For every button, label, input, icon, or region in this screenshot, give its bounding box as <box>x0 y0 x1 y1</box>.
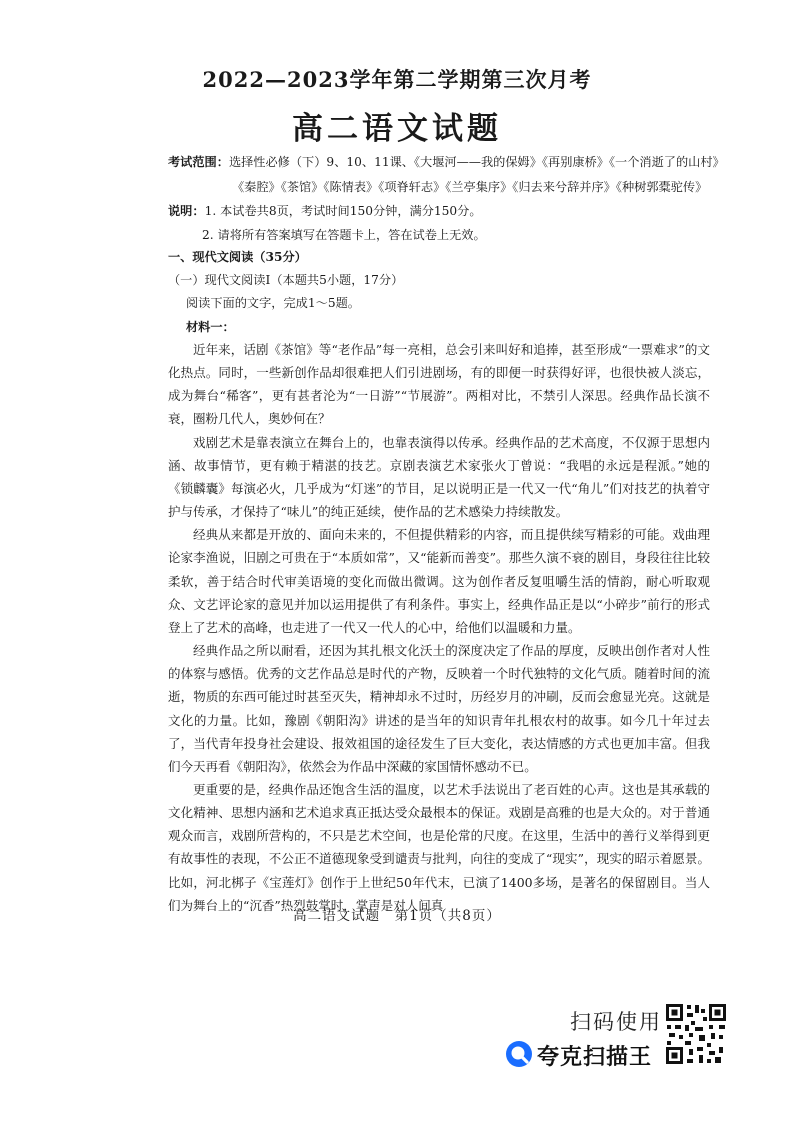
note-item-2: 2. 请将所有答案填写在答题卡上，答在试卷上无效。 <box>202 228 486 242</box>
paragraph-3: 经典从来都是开放的、面向未来的，不但提供精彩的内容，而且提供续写精彩的可能。戏曲理论家李渔说，旧剧之可贵在于“本质如常”，又“能新而善变”。那些久演不衰的剧目，身段往往比较柔软，善于结合时代审美语境的变化而做出微调。这为创作者反复咀嚼生活的情韵，耐心听取观众、文艺评论家的意见并加以运用提供了有利条件。事实上，经典作品正是以“小碎步”前行的形式登上了艺术的高峰，也走进了一代又一代人的心中，给他们以温暖和力量。 <box>168 527 710 635</box>
reading-instruction: 阅读下面的文字，完成1～5题。 <box>186 296 360 310</box>
scan-caption: 扫码使用 <box>570 1010 662 1034</box>
exam-scope-label: 考试范围： <box>168 155 229 169</box>
qr-code-icon[interactable] <box>665 1003 727 1065</box>
subsection-title: （一）现代文阅读Ⅰ（本题共5小题，17分） <box>168 273 404 287</box>
page-footer: 高二语文试题 第1页（共8页） <box>293 908 501 924</box>
note-label: 说明： <box>168 204 205 218</box>
paper-title: 高二语文试题 <box>292 111 502 147</box>
exam-scope-line-1 <box>168 150 738 174</box>
scanner-brand-name: 夸克扫描王 <box>537 1045 653 1070</box>
paragraph-2: 戏剧艺术是靠表演立在舞台上的，也靠表演得以传承。经典作品的艺术高度，不仅源于思想内涵、故事情节，更有赖于精湛的技艺。京剧表演艺术家张火丁曾说：“我唱的永远是程派。”她的《锁麟囊》每演必火，几乎成为“灯迷”的节目，足以说明正是一代又一代“角儿”们对技艺的执着守护与传承，才保持了“味儿”的纯正延续，使作品的艺术感染力持续散发。 <box>168 434 710 520</box>
section-title: 一、现代文阅读（35分） <box>168 250 307 264</box>
exam-scope-text-1: 选择性必修（下）9、10、11课、《大堰河——我的保姆》《再别康桥》《一个消逝了的山村》 <box>228 155 725 169</box>
exam-title: 2022—2023学年第二学期第三次月考 <box>202 67 592 92</box>
material-label: 材料一： <box>186 320 235 334</box>
paragraph-4: 经典作品之所以耐看，还因为其扎根文化沃土的深度决定了作品的厚度，反映出创作者对人性的体察与感悟。优秀的文艺作品总是时代的产物，反映着一个时代独特的文化气质。随着时间的流逝，物质的东西可能过时甚至灭失，精神却永不过时，历经岁月的冲刷，反而会愈显光亮。这就是文化的力量。比如，豫剧《朝阳沟》讲述的是当年的知识青年扎根农村的故事。如今几十年过去了，当代青年投身社会建设、报效祖国的途径发生了巨大变化，表达情感的方式也更加丰富。但我们今天再看《朝阳沟》，依然会为作品中深藏的家国情怀感动不已。 <box>168 643 710 774</box>
note-item-1: 1. 本试卷共8页，考试时间150分钟，满分150分。 <box>204 204 482 218</box>
note-line-1 <box>168 199 738 223</box>
paragraph-5: 更重要的是，经典作品还饱含生活的温度，以艺术手法说出了老百姓的心声。这也是其承载的文化精神、思想内涵和艺术追求真正抵达受众最根本的保证。戏剧是高雅的也是大众的。对于普通观众而言，戏剧所营构的，不只是艺术空间，也是伦常的尺度。在这里，生活中的善行义举得到更有故事性的表现，不公正不道德现象受到谴责与批判，向往的变成了“现实”，现实的昭示着愿景。比如，河北梆子《宝莲灯》创作于上世纪50年代末，已演了1400多场，是著名的保留剧目。当人们为舞台上的“沉香”热烈鼓掌时，掌声是对人间真 <box>168 781 710 913</box>
quark-logo-icon <box>505 1040 533 1068</box>
material-body <box>168 338 710 917</box>
paragraph-1: 近年来，话剧《茶馆》等“老作品”每一亮相，总会引来叫好和追捧，甚至形成“一票难求”的文化热点。同时，一些新创作品却很难把人们引进剧场，有的即便一时获得好评，也很快被人淡忘，成为舞台“稀客”，更有甚者沦为“一日游”“节展游”。两相对比，不禁引人深思。经典作品长演不衰，圈粉几代人，奥妙何在？ <box>168 342 710 427</box>
exam-scope-line-2: 《秦腔》《茶馆》《陈情表》《项脊轩志》《兰亭集序》《归去来兮辞并序》《种树郭橐驼传》 <box>232 180 708 194</box>
